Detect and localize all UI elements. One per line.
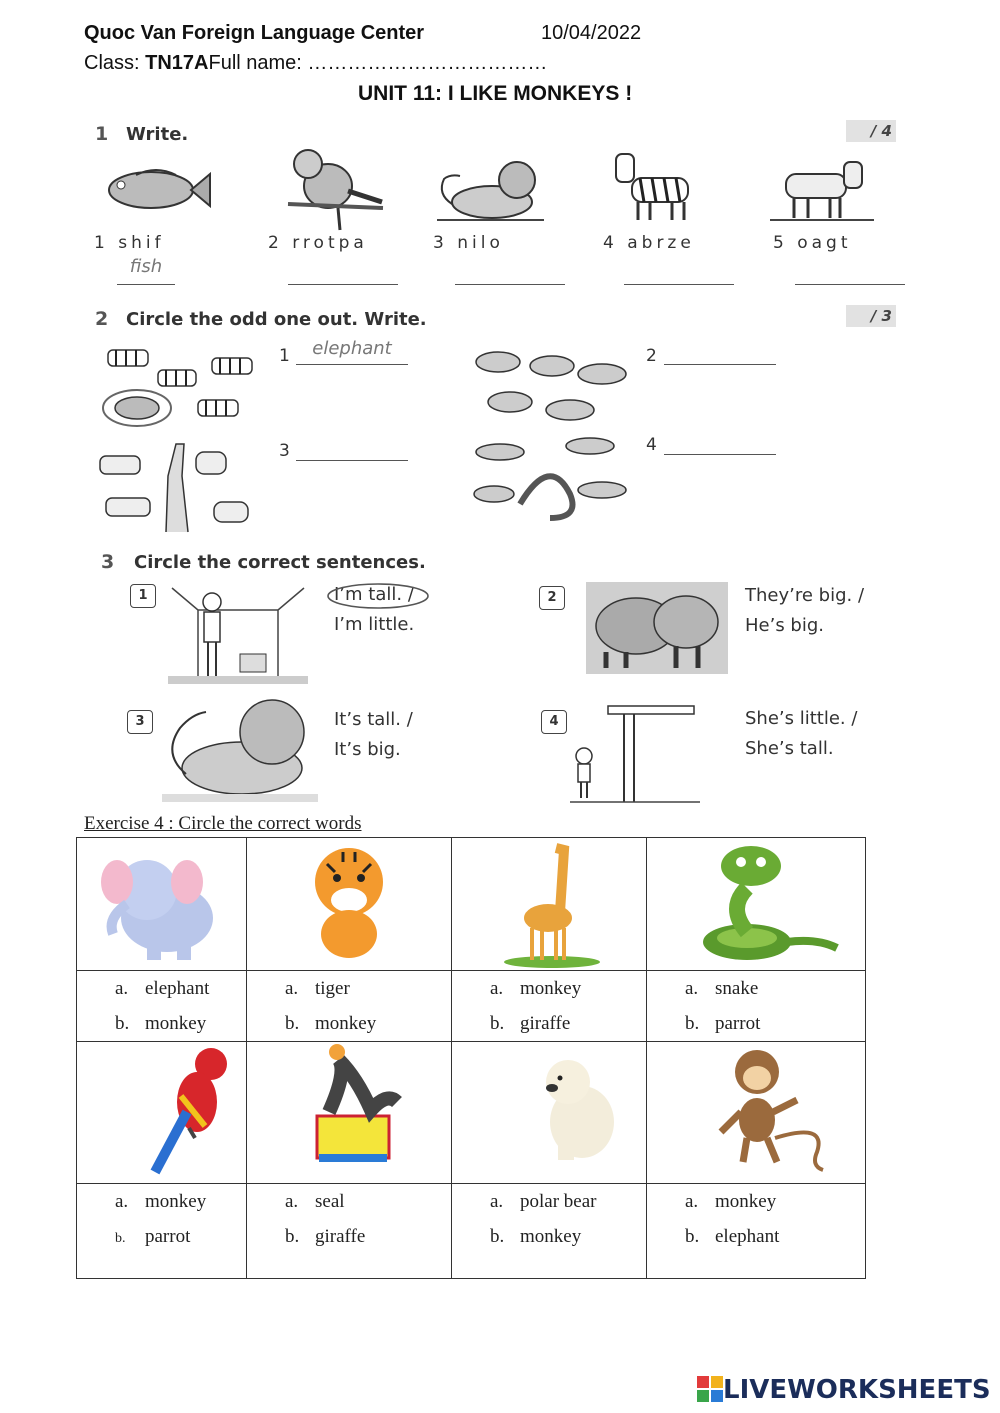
ex4-3-label-a: a. [490, 978, 504, 999]
ex4-8-option-b[interactable]: elephant [715, 1226, 780, 1247]
tall-boy-picture [168, 584, 308, 684]
ex4-cell-snake [647, 838, 866, 971]
ex4-4-option-a[interactable]: snake [715, 978, 759, 999]
ex4-options-5 [77, 1184, 247, 1279]
ex4-8-option-a[interactable]: monkey [715, 1191, 777, 1212]
ex4-2-option-a[interactable]: tiger [315, 978, 350, 999]
ex4-2-option-b[interactable]: monkey [315, 1013, 377, 1034]
s3-item-4-sentences [745, 704, 857, 764]
s3-item-2-sentences [745, 581, 864, 641]
ex4-cell-giraffe [452, 838, 647, 971]
s3-item-3-sentences [334, 705, 413, 765]
s3-item-4-line1[interactable]: She’s little. / [745, 708, 858, 729]
ex4-1-label-b: b. [115, 1013, 130, 1034]
s3-item-4-num: 4 [541, 710, 567, 734]
ex4-1-label-a: a. [115, 978, 129, 999]
ex4-4-option-b[interactable]: parrot [715, 1013, 761, 1034]
s3-item-2-num: 2 [539, 586, 565, 610]
goat-picture [770, 158, 876, 224]
zebras-elephant-group-picture [100, 344, 260, 432]
ex4-picture-row-1 [77, 838, 866, 971]
s3-item-3-line1[interactable]: It’s tall. / [334, 709, 413, 730]
s2-item-4-num: 4 [646, 435, 657, 455]
ex4-5-option-b[interactable]: parrot [145, 1226, 191, 1247]
class-line [84, 52, 547, 75]
ex4-3-option-a[interactable]: monkey [520, 978, 582, 999]
ex4-cell-tiger [247, 838, 452, 971]
section2-number: 2 [95, 308, 109, 330]
s1-answer-1[interactable]: fish [117, 256, 175, 285]
ex4-6-option-a[interactable]: seal [315, 1191, 345, 1212]
s3-item-2-line1[interactable]: They’re big. / [745, 585, 865, 606]
class-value: TN17A [145, 52, 209, 74]
s1-item-4-scrambled: abrze [627, 233, 695, 253]
ex4-cell-polar-bear [452, 1042, 647, 1184]
ex4-option-row-2 [77, 1184, 866, 1279]
elephants-picture [586, 582, 728, 674]
s1-item-5-num: 5 [773, 233, 788, 253]
section3-number: 3 [101, 551, 115, 573]
snake-picture [647, 838, 865, 970]
s1-item-2 [268, 233, 368, 253]
s3-item-1-line1[interactable]: I’m tall. / [334, 584, 414, 605]
little-girl-picture [570, 702, 700, 804]
ex4-1-option-a[interactable]: elephant [145, 978, 210, 999]
ex4-5-label-b: b. [115, 1231, 126, 1246]
s1-item-3-scrambled: nilo [457, 233, 504, 253]
s1-item-1-scrambled: shif [118, 233, 165, 253]
s1-item-5 [773, 233, 852, 253]
s1-item-2-scrambled: rrotpa [292, 233, 368, 253]
exercise4-title: Exercise 4 : Circle the correct words [84, 813, 362, 834]
s3-item-3-num: 3 [127, 710, 153, 734]
s1-item-1 [94, 233, 165, 253]
ex4-3-label-b: b. [490, 1013, 505, 1034]
seal-picture [247, 1042, 451, 1183]
s3-item-2-line2[interactable]: He’s big. [745, 615, 825, 636]
ex4-8-label-b: b. [685, 1226, 700, 1247]
s2-answer-3[interactable] [296, 434, 408, 461]
ex4-options-1 [77, 971, 247, 1042]
section1-title: Write. [126, 124, 189, 145]
s1-answer-3[interactable] [455, 256, 565, 285]
ex4-7-label-b: b. [490, 1226, 505, 1247]
ex4-6-label-b: b. [285, 1226, 300, 1247]
ex4-8-label-a: a. [685, 1191, 699, 1212]
s2-answer-2[interactable] [664, 338, 776, 365]
s2-item-3-num: 3 [279, 441, 290, 461]
s1-item-1-num: 1 [94, 233, 109, 253]
liveworksheets-mark-icon [697, 1376, 723, 1404]
monkey-picture [647, 1042, 865, 1183]
parrot-picture-color [77, 1042, 246, 1183]
liveworksheets-logo[interactable] [697, 1375, 991, 1405]
fish-snake-group-picture [470, 434, 632, 526]
s1-item-4-num: 4 [603, 233, 618, 253]
ex4-2-label-b: b. [285, 1013, 300, 1034]
ex4-4-label-a: a. [685, 978, 699, 999]
lions-group-picture [470, 344, 632, 428]
goats-giraffe-group-picture [96, 436, 258, 534]
ex4-3-option-b[interactable]: giraffe [520, 1013, 571, 1034]
s1-answer-4[interactable] [624, 256, 734, 285]
class-label: Class: [84, 52, 146, 74]
section1-score: / 4 [846, 120, 896, 142]
ex4-cell-elephant [77, 838, 247, 971]
s2-item-1-num: 1 [279, 346, 290, 366]
polar-bear-picture [452, 1042, 646, 1183]
zebra-picture [610, 148, 705, 224]
big-lion-picture [162, 694, 318, 804]
ex4-6-label-a: a. [285, 1191, 299, 1212]
lion-picture [432, 154, 547, 224]
ex4-options-3 [452, 971, 647, 1042]
ex4-cell-monkey [647, 1042, 866, 1184]
tiger-picture [247, 838, 451, 970]
page-title: UNIT 11: I LIKE MONKEYS ! [358, 82, 633, 105]
ex4-picture-row-2 [77, 1042, 866, 1184]
section2-score: / 3 [846, 305, 896, 327]
parrot-picture [278, 146, 388, 232]
ex4-cell-parrot [77, 1042, 247, 1184]
ex4-cell-seal [247, 1042, 452, 1184]
ex4-options-6 [247, 1184, 452, 1279]
s3-item-1-answer-circle [326, 582, 436, 610]
ex4-5-label-a: a. [115, 1191, 129, 1212]
elephant-picture [77, 838, 246, 970]
liveworksheets-logo-text: LIVEWORKSHEETS [723, 1375, 991, 1405]
ex4-4-label-b: b. [685, 1013, 700, 1034]
s2-answer-1[interactable]: elephant [296, 338, 408, 365]
ex4-6-option-b[interactable]: giraffe [315, 1226, 366, 1247]
s2-answer-4[interactable] [664, 428, 776, 455]
ex4-7-option-b[interactable]: monkey [520, 1226, 582, 1247]
s1-item-4 [603, 233, 695, 253]
ex4-5-option-a[interactable]: monkey [145, 1191, 207, 1212]
exercise4-table [76, 837, 866, 1279]
school-name: Quoc Van Foreign Language Center [84, 22, 425, 44]
s3-item-1-num: 1 [130, 584, 156, 608]
ex4-options-8 [647, 1184, 866, 1279]
s1-item-2-num: 2 [268, 233, 283, 253]
fullname-label[interactable]: Full name: ……………………………… [208, 52, 548, 74]
ex4-options-4 [647, 971, 866, 1042]
s3-item-4-line2[interactable]: She’s tall. [745, 738, 834, 759]
ex4-1-option-b[interactable]: monkey [145, 1013, 207, 1034]
s3-item-1-line2[interactable]: I’m little. [334, 614, 415, 635]
s3-item-3-line2[interactable]: It’s big. [334, 739, 401, 760]
worksheet-date: 10/04/2022 [541, 22, 642, 44]
section1-number: 1 [95, 123, 109, 145]
s1-item-3-num: 3 [433, 233, 448, 253]
s2-item-2-num: 2 [646, 346, 657, 366]
fish-picture [96, 160, 211, 220]
ex4-options-2 [247, 971, 452, 1042]
s1-item-3 [433, 233, 504, 253]
ex4-option-row-1 [77, 971, 866, 1042]
section2-title: Circle the odd one out. Write. [126, 309, 427, 330]
s1-answer-2[interactable] [288, 256, 398, 285]
s1-answer-5[interactable] [795, 256, 905, 285]
s1-item-5-scrambled: oagt [797, 233, 852, 253]
ex4-options-7 [452, 1184, 647, 1279]
section3-title: Circle the correct sentences. [134, 552, 426, 573]
giraffe-picture [452, 838, 646, 970]
ex4-7-label-a: a. [490, 1191, 504, 1212]
ex4-2-label-a: a. [285, 978, 299, 999]
ex4-7-option-a[interactable]: polar bear [520, 1191, 597, 1212]
